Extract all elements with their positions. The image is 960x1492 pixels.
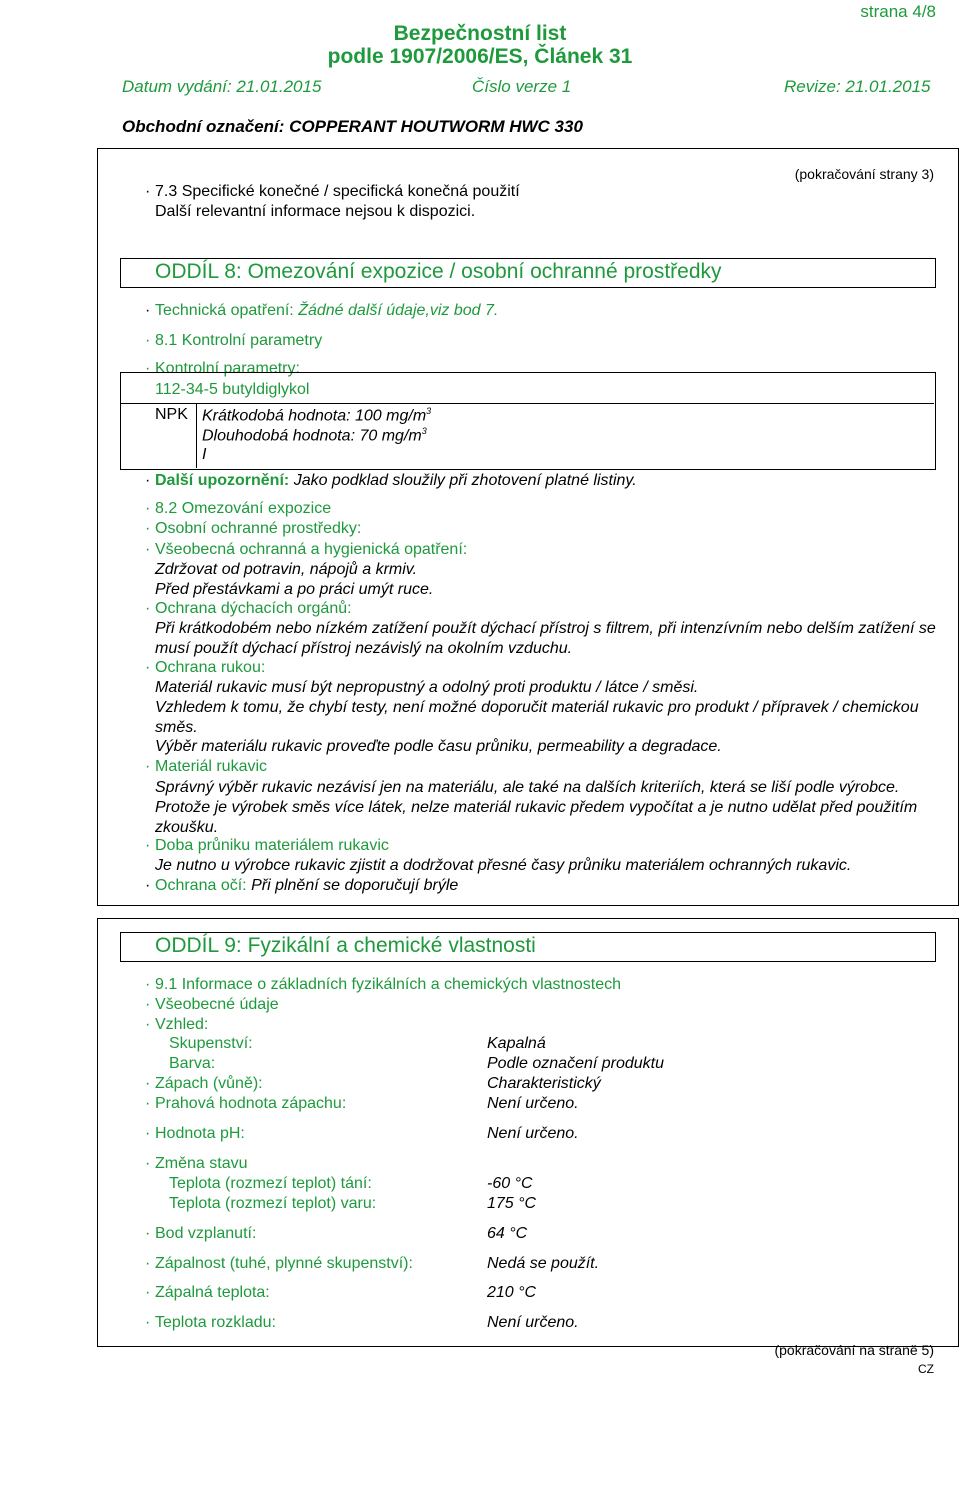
long-term-sup: 3 [421, 426, 427, 436]
technical-value: Žádné další údaje,viz bod 7. [298, 302, 499, 319]
version-number: Číslo verze 1 [472, 77, 572, 96]
further-notes [155, 472, 637, 490]
penetration-text: Je nutno u výrobce rukavic zjistit a dodržovat přesné časy průniku materiálem ochranných rukavic. [155, 857, 852, 874]
appearance-label: · Vzhled: [155, 1016, 208, 1034]
p82-title: · 8.2 Omezování expozice [155, 500, 331, 518]
hygiene-2: Před přestávkami a po práci umýt ruce. [155, 581, 434, 598]
odour-label: · Zápach (vůně): [155, 1075, 263, 1093]
ignition-temp-label: · Zápalná teplota: [155, 1284, 270, 1302]
hand-text-2: Vzhledem k tomu, že chybí testy, není možné doporučit materiál rukavic pro produkt / přípravek / chemickou směs. [155, 699, 919, 736]
color-value: Podle označení produktu [487, 1055, 665, 1072]
flammability-value: Nedá se použít. [487, 1255, 600, 1272]
section-9-heading: ODDÍL 9: Fyzikální a chemické vlastnosti [155, 934, 536, 957]
section-8-heading-box [120, 258, 936, 288]
p91-title: · 9.1 Informace o základních fyzikálních a chemických vlastnostech [155, 976, 621, 994]
limit-marker: I [202, 446, 207, 463]
issue-date: Datum vydání: 21.01.2015 [122, 77, 322, 96]
language-code: CZ [918, 1362, 934, 1376]
document-subtitle: podle 1907/2006/ES, Článek 31 [327, 45, 633, 68]
odour-threshold-label: · Prahová hodnota zápachu: [155, 1095, 346, 1113]
p81-title: · 8.1 Kontrolní parametry [155, 332, 322, 350]
odour-value: Charakteristický [487, 1075, 601, 1092]
continuation-bottom: (pokračování na straně 5) [774, 1342, 934, 1358]
hand-text-1: Materiál rukavic musí být nepropustný a odolný proti produktu / látce / směsi. [155, 679, 699, 696]
s7-title: · 7.3 Specifické konečné / specifická konečná použití [155, 183, 520, 201]
s7-text: Další relevantní informace nejsou k dispozici. [155, 203, 476, 220]
section-9-heading-box [120, 932, 936, 962]
hygiene-1: Zdržovat od potravin, nápojů a krmiv. [155, 561, 418, 578]
hygiene-label: · Všeobecná ochranná a hygienická opatření: [155, 541, 467, 559]
respiratory-text: Při krátkodobém nebo nízkém zatížení použít dýchací přístroj s filtrem, při intenzívním nebo delším zatížení se musí použít dýchací přístroj nezávislý na okolním vzduchu. [155, 620, 936, 657]
respiratory-label: · Ochrana dýchacích orgánů: [155, 600, 352, 618]
odour-threshold-value: Není určeno. [487, 1095, 579, 1112]
eye-value: Při plnění se doporučují brýle [251, 877, 459, 894]
glove-label: · Materiál rukavic [155, 758, 267, 776]
general-info: · Všeobecné údaje [155, 996, 279, 1014]
flash-point-label: · Bod vzplanutí: [155, 1225, 256, 1243]
glove-text: Správný výběr rukavic nezávisí jen na materiálu, ale také na dalších kriteriích, která se liší podle výrobce. Protože je výrobek směs více látek, nelze materiál rukavic předem vypočítat a je nutno udělat před použitím zkoušku. [155, 779, 918, 836]
ph-label: · Hodnota pH: [155, 1125, 245, 1143]
eye-protection [155, 877, 458, 895]
section-8-heading: ODDÍL 8: Omezování expozice / osobní ochranné prostředky [155, 260, 722, 283]
decomposition-value: Není určeno. [487, 1314, 579, 1331]
short-term-limit [202, 406, 431, 425]
table-divider [120, 403, 934, 404]
ignition-temp-value: 210 °C [487, 1284, 537, 1301]
continuation-top: (pokračování strany 3) [794, 166, 934, 182]
ppe-label: · Osobní ochranné prostředky: [155, 520, 361, 538]
state-label: Skupenství: [169, 1035, 253, 1052]
params-label: · Kontrolní parametry: [155, 360, 300, 378]
npk-label: NPK [155, 406, 188, 423]
long-term-limit [202, 426, 427, 445]
boiling-value: 175 °C [487, 1195, 537, 1212]
revision-date: Revize: 21.01.2015 [784, 77, 931, 96]
ph-value: Není určeno. [487, 1125, 579, 1142]
decomposition-label: · Teplota rozkladu: [155, 1314, 276, 1332]
npk-divider [196, 403, 197, 468]
substance-name: 112-34-5 butyldiglykol [155, 381, 310, 398]
hand-label: · Ochrana rukou: [155, 659, 265, 677]
short-term-text: Krátkodobá hodnota: 100 mg/m [202, 407, 427, 425]
technical-measures [155, 302, 498, 320]
short-term-sup: 3 [426, 406, 432, 416]
hand-text-3: Výběr materiálu rukavic proveďte podle času průniku, permeability a degradace. [155, 738, 722, 755]
technical-label: Technická opatření: [155, 302, 294, 319]
flammability-label: · Zápalnost (tuhé, plynné skupenství): [155, 1255, 413, 1273]
page-number: strana 4/8 [860, 2, 936, 21]
melting-label: Teplota (rozmezí teplot) tání: [169, 1175, 372, 1192]
boiling-label: Teplota (rozmezí teplot) varu: [169, 1195, 377, 1212]
melting-value: -60 °C [487, 1175, 533, 1192]
document-title: Bezpečnostní list [393, 22, 567, 45]
color-label: Barva: [169, 1055, 216, 1072]
state-change-label: · Změna stavu [155, 1155, 247, 1173]
trade-name: Obchodní označení: COPPERANT HOUTWORM HWC 330 [122, 117, 583, 136]
eye-label: Ochrana očí: [155, 877, 247, 894]
long-term-text: Dlouhodobá hodnota: 70 mg/m [202, 427, 422, 445]
state-value: Kapalná [487, 1035, 546, 1052]
further-label: Další upozornění: [155, 472, 290, 489]
flash-point-value: 64 °C [487, 1225, 528, 1242]
further-value: Jako podklad sloužily při zhotovení platné listiny. [293, 472, 637, 489]
penetration-label: · Doba průniku materiálem rukavic [155, 837, 389, 855]
